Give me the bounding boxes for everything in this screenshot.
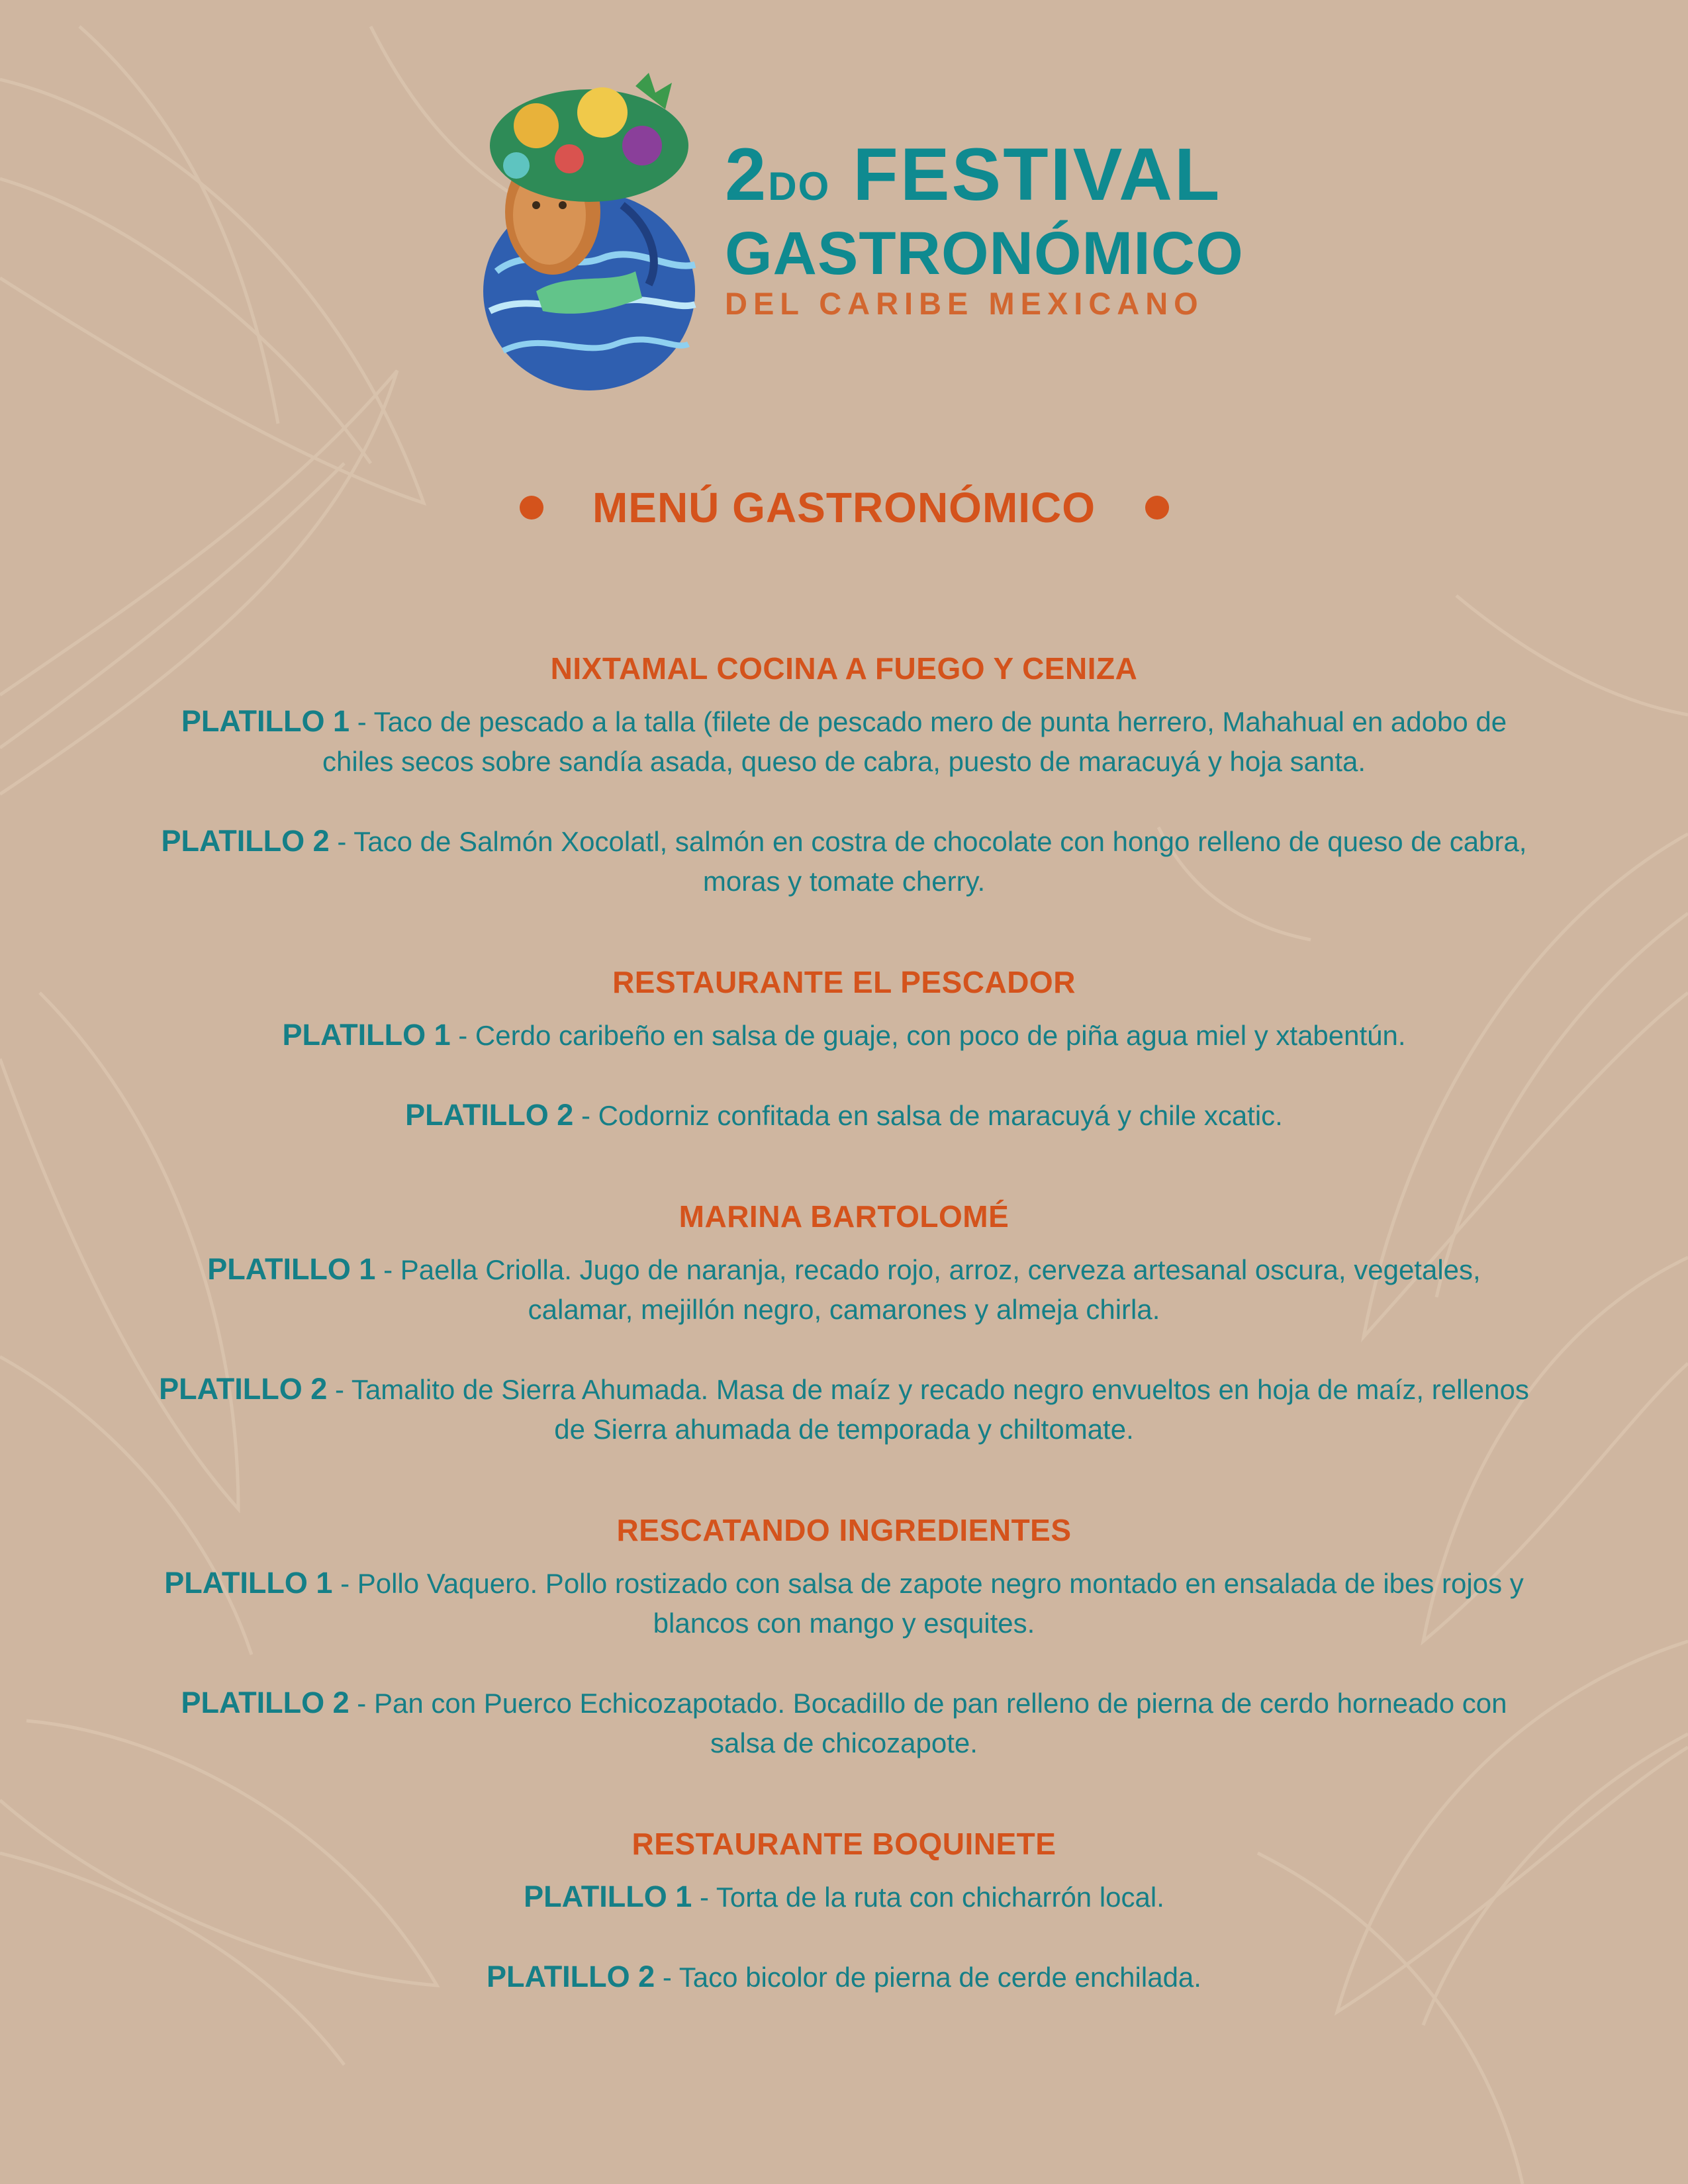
restaurant-name: RESTAURANTE BOQUINETE [632, 1827, 1056, 1861]
title-word-festival: FESTIVAL [853, 133, 1222, 216]
menu-title: MENÚ GASTRONÓMICO [592, 484, 1096, 531]
dish-label: PLATILLO 1 [282, 1018, 451, 1052]
festival-logo-illustration-icon [477, 73, 705, 400]
dish-item [152, 1877, 1536, 1917]
dish-description: - Torta de la ruta con chicharrón local. [692, 1882, 1164, 1913]
dish-item [152, 1250, 1536, 1330]
restaurant-section [152, 649, 1536, 901]
dish-label: PLATILLO 2 [181, 1686, 350, 1719]
festival-title-line-1 [725, 133, 1228, 222]
restaurant-name: NIXTAMAL COCINA A FUEGO Y CENIZA [550, 651, 1138, 686]
dish-label: PLATILLO 1 [181, 704, 350, 738]
menu-content [152, 649, 1536, 2058]
dish-description: - Cerdo caribeño en salsa de guaje, con poco de piña agua miel y xtabentún. [450, 1020, 1406, 1051]
dish-item [152, 1095, 1536, 1136]
dish-label: PLATILLO 1 [524, 1880, 692, 1913]
dish-item [152, 1015, 1536, 1056]
restaurant-section [152, 1510, 1536, 1763]
festival-title [725, 133, 1244, 323]
dish-description: - Codorniz confitada en salsa de maracuyá y chile xcatic. [573, 1100, 1283, 1131]
restaurant-name: MARINA BARTOLOMÉ [679, 1199, 1009, 1234]
dish-item [152, 1369, 1536, 1449]
menu-heading [0, 483, 1688, 532]
dish-description: - Taco de Salmón Xocolatl, salmón en costra de chocolate con hongo relleno de queso de cabra, moras y tomate cherry. [329, 826, 1527, 897]
ordinal-number: 2 [725, 133, 769, 216]
dish-description: - Taco bicolor de pierna de cerde enchilada. [655, 1962, 1201, 1993]
ordinal-suffix: DO [768, 164, 831, 208]
dish-description: - Pollo Vaquero. Pollo rostizado con salsa de zapote negro montado en ensalada de ibes rojos y blancos con mango y esquites. [332, 1568, 1524, 1639]
dish-item [152, 702, 1536, 782]
restaurant-section [152, 1197, 1536, 1449]
bullet-dot-icon [1145, 496, 1169, 520]
festival-subtitle: DEL CARIBE MEXICANO [725, 286, 1204, 321]
dish-description: - Taco de pescado a la talla (filete de pescado mero de punta herrero, Mahahual en adobo de chiles secos sobre sandía asada, queso de cabra, puesto de maracuyá y hoja santa. [322, 706, 1507, 777]
dish-description: - Paella Criolla. Jugo de naranja, recado rojo, arroz, cerveza artesanal oscura, vegetales, calamar, mejillón negro, camarones y almeja chirla. [375, 1254, 1481, 1325]
dish-label: PLATILLO 2 [159, 1372, 328, 1406]
dish-label: PLATILLO 1 [207, 1252, 376, 1286]
dish-description: - Tamalito de Sierra Ahumada. Masa de maíz y recado negro envueltos en hoja de maíz, rellenos de Sierra ahumada de temporada y chiltomate. [327, 1374, 1529, 1445]
festival-header [477, 73, 1244, 404]
dish-description: - Pan con Puerco Echicozapotado. Bocadillo de pan relleno de pierna de cerdo horneado con salsa de chicozapote. [349, 1688, 1507, 1758]
restaurant-name: RESCATANDO INGREDIENTES [616, 1513, 1072, 1547]
bullet-dot-icon [520, 496, 543, 520]
restaurant-section [152, 962, 1536, 1136]
dish-label: PLATILLO 2 [405, 1098, 574, 1132]
dish-item [152, 1957, 1536, 1997]
dish-label: PLATILLO 2 [161, 824, 330, 858]
restaurant-section [152, 1824, 1536, 1997]
dish-item [152, 1683, 1536, 1763]
restaurant-name: RESTAURANTE EL PESCADOR [612, 965, 1076, 999]
dish-label: PLATILLO 1 [164, 1566, 333, 1600]
dish-item [152, 1563, 1536, 1643]
dish-item [152, 821, 1536, 901]
title-word-gastronomico: GASTRONÓMICO [725, 220, 1244, 287]
dish-label: PLATILLO 2 [487, 1960, 655, 1993]
